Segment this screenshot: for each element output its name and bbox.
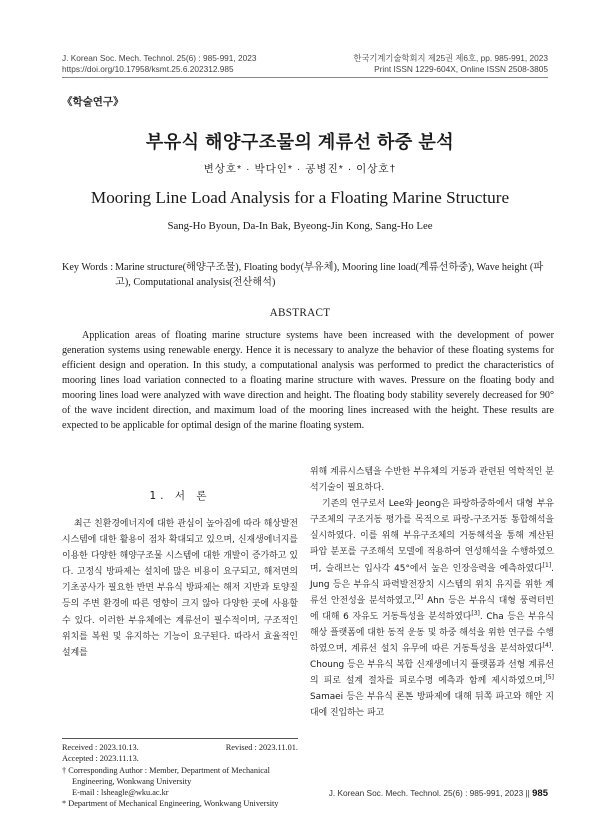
left-column bbox=[62, 488, 298, 661]
journal-citation-korean: 한국기계기술학회지 제25권 제6호, pp. 985-991, 2023 bbox=[353, 53, 548, 63]
section-heading-introduction: 1. 서 론 bbox=[149, 490, 211, 502]
keywords-block bbox=[62, 260, 554, 290]
authors-korean: 변상호* · 박다인* · 공병진* · 이상호† bbox=[203, 163, 397, 175]
right-column bbox=[310, 464, 554, 722]
abstract-body: Application areas of floating marine structure systems have been increased with the development of power generation systems using renewable energy. Hence it is necessary to analyze the behavior of these floating systems for efficient design and operation. In this study, a computational analysis was performed to predict the characteristics of mooring lines load variation connected to a floating marine structure with waves. Pressure on the floating body and mooring lines load were analyzed with wave direction and height. The floating body stability severely decreased for 90° of the wave incident direction, and maximum load of the mooring lines increased with the height. These results are expected to be applicable for optimal design of the marine floating system. bbox=[62, 330, 554, 431]
page-number: 985 bbox=[532, 788, 548, 799]
title-english: Mooring Line Load Analysis for a Floating Marine Structure bbox=[90, 188, 510, 207]
revised-date: Revised : 2023.11.01. bbox=[225, 743, 298, 752]
citation-ref[interactable]: [3] bbox=[471, 609, 480, 617]
text-run: . Cha 등은 부유식 해상 플랫폼에 대한 동적 운동 및 하중 해석을 위한 연구를 수행하였으며, 계류선 설치 유무에 따른 거동특성을 분석하였다 bbox=[310, 611, 554, 655]
citation-ref[interactable]: [1] bbox=[542, 561, 552, 569]
journal-citation: J. Korean Soc. Mech. Technol. 25(6) : 985-991, 2023 bbox=[62, 53, 257, 63]
footnote-divider bbox=[62, 738, 298, 739]
footnotes bbox=[62, 742, 298, 810]
page-footer bbox=[329, 788, 548, 799]
dates-row bbox=[62, 742, 298, 753]
text-run: Samaei 등은 부유식 론톤 방파제에 대해 뒤쪽 파고와 해안 지대에 진입하는 파고 bbox=[310, 692, 554, 719]
title-korean: 부유식 해양구조물의 계류선 하중 분석 bbox=[145, 132, 455, 152]
text-run: 기존의 연구로서 Lee와 Jeong은 파랑하중하에서 대형 부유구조체의 구조거동 평가를 목적으로 파랑-구조거동 통합해석을 실시하였다. 이를 위해 부유구조체의 거동해석을 통해 계산된 파압 분포를 구조해석 모델에 적용하여 연성해석을 수행하였으며, 슬래브는 입사각 45°에서 높은 인장응력을 예측하였다 bbox=[310, 499, 554, 574]
doi-link[interactable]: https://doi.org/10.17958/ksmt.25.6.202312.985 bbox=[62, 64, 234, 74]
issn-info: Print ISSN 1229-604X, Online ISSN 2508-3805 bbox=[374, 64, 548, 74]
received-date: Received : 2023.10.13. bbox=[62, 743, 139, 752]
running-header-left bbox=[62, 53, 256, 75]
text-run: . Jung 등은 부유식 파력발전장치 시스템의 위치 유지를 위한 계류선 안전성을 분석하였고, bbox=[310, 563, 554, 606]
body-paragraph-continued: 위해 계류시스템을 수반한 부유체의 거동과 관련된 역학적인 분석기술이 필요하다. bbox=[310, 467, 554, 494]
citation-ref[interactable]: [5] bbox=[545, 674, 554, 682]
keywords-label: Key Words : bbox=[62, 262, 114, 273]
running-header-right bbox=[353, 53, 548, 75]
abstract-heading: ABSTRACT bbox=[269, 307, 331, 319]
text-run: . Choung 등은 부유식 복합 신재생에너지 플랫폼과 선형 계류선의 피로 설계 절차를 피로수명 예측과 함께 제시하였으며, bbox=[310, 644, 554, 687]
corresponding-author: † Corresponding Author : Member, Department of Mechanical Engineering, Wonkwang University bbox=[62, 765, 270, 786]
article-category: 《학술연구》 bbox=[62, 96, 124, 108]
header-divider bbox=[62, 77, 548, 78]
author-email[interactable]: E-mail : lsheagle@wku.ac.kr bbox=[72, 788, 169, 798]
body-paragraph-literature bbox=[310, 496, 554, 721]
authors-english: Sang-Ho Byoun, Da-In Bak, Byeong-Jin Kong, Sang-Ho Lee bbox=[167, 220, 433, 232]
body-paragraph: 최근 친환경에너지에 대한 관심이 높아짐에 따라 해상발전시스템에 대한 활용이 점차 확대되고 있으며, 신재생에너지를 이용한 다양한 해양구조물 시스템에 대한 개발이 증가하고 있다. 고정식 방파제는 설치에 많은 비용이 요구되고, 해저면의 기초공사가 필요한 반면 부유식 방파제는 해저 지반과 토양질 등의 주변 환경에 따른 영향이 크지 않아 다양한 곳에 사용할 수 있다. 이러한 부유체에는 계류선이 필수적이며, 구조적인 위치를 복원 및 유지하는 기능이 요구된다. 따라서 효율적인 설계를 bbox=[62, 519, 298, 658]
citation-ref[interactable]: [4] bbox=[542, 642, 552, 650]
text-run: Ahn 등은 부유식 대형 풍력터빈에 대해 6 자유도 거동특성을 분석하였다 bbox=[310, 595, 554, 622]
citation-ref[interactable]: [2] bbox=[414, 593, 424, 601]
footer-citation: J. Korean Soc. Mech. Technol. 25(6) : 985-991, 2023 || bbox=[328, 788, 530, 798]
keywords-text: Marine structure(해양구조물), Floating body(부유체), Mooring line load(계류선하중), Wave height (파고), Computational analysis(전산해석) bbox=[115, 262, 544, 288]
accepted-date: Accepted : 2023.11.13. bbox=[62, 754, 139, 764]
author-affiliation: * Department of Mechanical Engineering, Wonkwang University bbox=[62, 799, 279, 809]
